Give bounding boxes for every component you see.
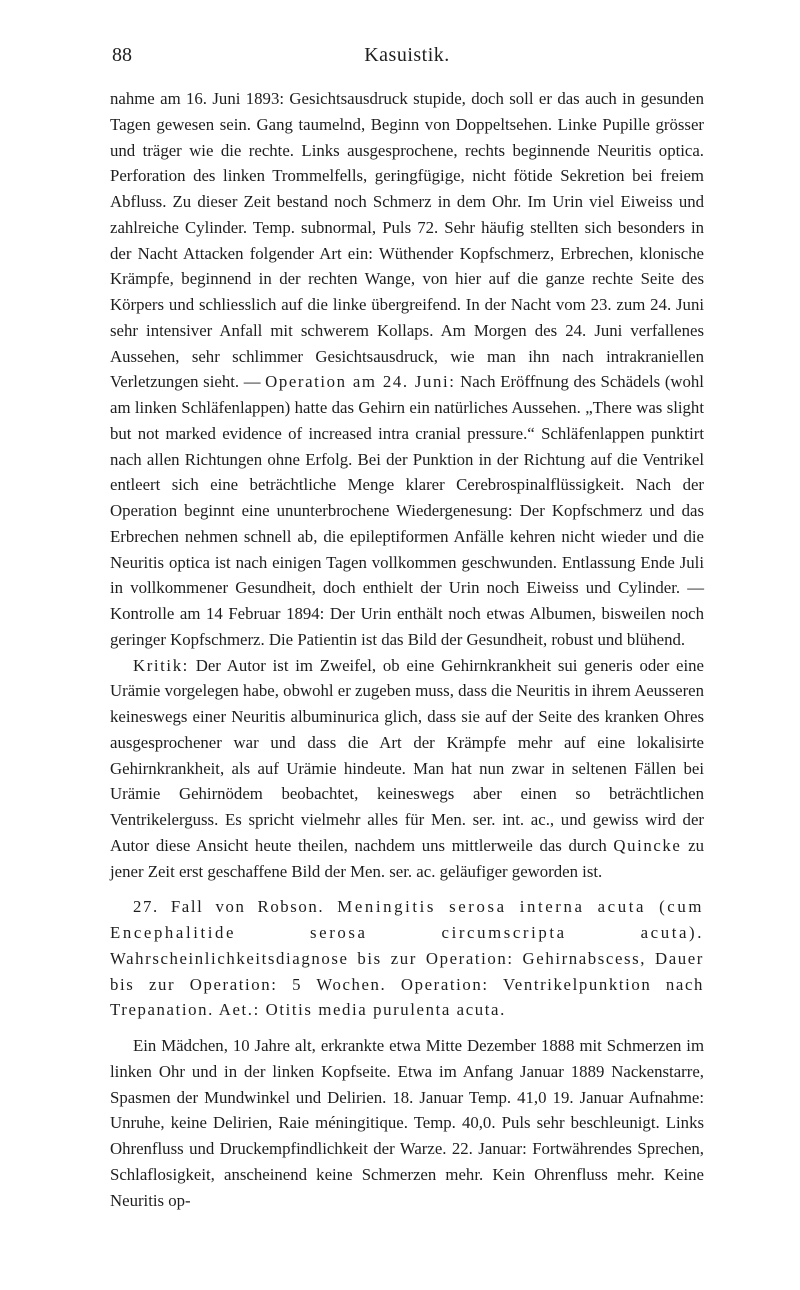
paragraph-text: Ein Mädchen, 10 Jahre alt, erkrankte etwa Mitte Dezember 1888 mit Schmerzen im linken Ohr und in der linken Kopfseite. Etwa im Anfang Januar 1889 Nackenstarre, Spasmen der Mundwinkel und Delirien. 18. Januar Temp. 41,0 19. Januar Aufnahme: Unruhe, keine Delirien, Raie méningitique. Temp. 40,0. Puls sehr beschleunigt. Links Ohrenfluss und Druckempfindlichkeit der Warze. 22. Januar: Fortwährendes Sprechen, Schlaflosigkeit, anscheinend keine Schmerzen mehr. Kein Ohrenfluss mehr. Keine Neuritis op- [110, 1036, 704, 1210]
operation-label: Operation am 24. Juni: [265, 372, 456, 392]
critique-label: Kritik: [133, 655, 189, 675]
case-number: 27. Fall von Robson. [133, 897, 325, 917]
case-diagnosis: Wahrscheinlichkeitsdiagnose bis zur Operation: Gehirnabscess, Dauer bis zur Operation: 5 Wochen. Operation: Ventrikelpunktion nach Trepanation. Aet.: Otitis media purulenta acuta. [110, 948, 704, 1020]
paragraph-critique [110, 653, 704, 885]
paragraph-text: zu jener Zeit erst geschaffene Bild der Men. ser. ac. geläufiger geworden ist. [110, 835, 704, 881]
paragraph-text: Nach Eröffnung des Schädels (wohl am linken Schläfenlappen) hatte das Gehirn ein natürliches Aussehen. „There was slight but not marked evidence of increased intra cranial pressure.“ Schläfenlappen punktirt nach allen Richtungen ohne Erfolg. Bei der Punktion in der Richtung auf die Ventrikel entleert sich eine beträchtliche Menge klarer Cerebrospinalflüssigkeit. Nach der Operation beginnt eine ununterbrochene Wiedergenesung: Der Kopfschmerz und das Erbrechen nehmen schnell ab, die epileptiformen Anfälle kehren nicht wieder und die Neuritis optica ist nach einigen Tagen vollkommen geschwunden. Entlassung Ende Juli in vollkommener Gesundheit, doch enthielt der Urin noch Eiweiss und Cylinder. — Kontrolle am 14 Februar 1894: Der Urin enthält noch etwas Albumen, bisweilen noch geringer Kopfschmerz. Die Patientin ist das Bild der Gesundheit, robust und blühend. [110, 372, 704, 649]
page-header [112, 44, 702, 74]
case-heading [110, 894, 704, 1023]
paragraph-text: Der Autor ist im Zweifel, ob eine Gehirnkrankheit sui generis oder eine Urämie vorgelegen habe, obwohl er zugeben muss, dass die Neuritis in ihrem Aeusseren keineswegs einer Neuritis albuminurica glich, dass sie auf der Seite des kranken Ohres ausgesprochener war und dass die Art der Krämpfe mehr auf eine lokalisirte Gehirnkrankheit, als auf Urämie hindeute. Man hat nun zwar in seltenen Fällen bei Urämie Gehirnödem beobachtet, keineswegs aber einen so beträchtlichen Ventrikelerguss. Es spricht vielmehr alles für Men. ser. int. ac., und gewiss wird der Autor diese Ansicht heute theilen, nachdem uns mittlerweile das durch [110, 655, 704, 855]
paragraph-case-continuation [110, 86, 704, 653]
running-title: Kasuistik. [364, 44, 450, 66]
paragraph-text: nahme am 16. Juni 1893: Gesichtsausdruck stupide, doch soll er das auch in gesunden Tagen gewesen sein. Gang taumelnd, Beginn von Doppeltsehen. Linke Pupille grösser und träger wie die rechte. Links ausgesprochene, rechts beginnende Neuritis optica. Perforation des linken Trommelfells, geringfügige, nicht fötide Sekretion bei freiem Abfluss. Zu dieser Zeit bestand noch Schmerz in dem Ohr. Im Urin viel Eiweiss und zahlreiche Cylinder. Temp. subnormal, Puls 72. Sehr häufig stellten sich besonders in der Nacht Attacken folgender Art ein: Wüthender Kopfschmerz, Erbrechen, klonische Krämpfe, beginnend in der rechten Wange, von hier auf die ganze rechte Seite des Körpers und schliesslich auf die linke übergreifend. In der Nacht vom 23. zum 24. Juni sehr intensiver Anfall mit schwerem Kollaps. Am Morgen des 24. Juni verfallenes Aussehen, sehr schlimmer Gesichtsausdruck, wie man ihn nach intrakraniellen Verletzungen sieht. — [110, 89, 704, 392]
paragraph-case-history [110, 1033, 704, 1213]
page-number: 88 [112, 44, 132, 66]
author-name: Quincke [613, 835, 682, 855]
body-text [110, 86, 704, 1213]
case-title: Meningitis serosa interna acuta (cum Encephalitide serosa circumscripta acuta). [110, 897, 704, 942]
